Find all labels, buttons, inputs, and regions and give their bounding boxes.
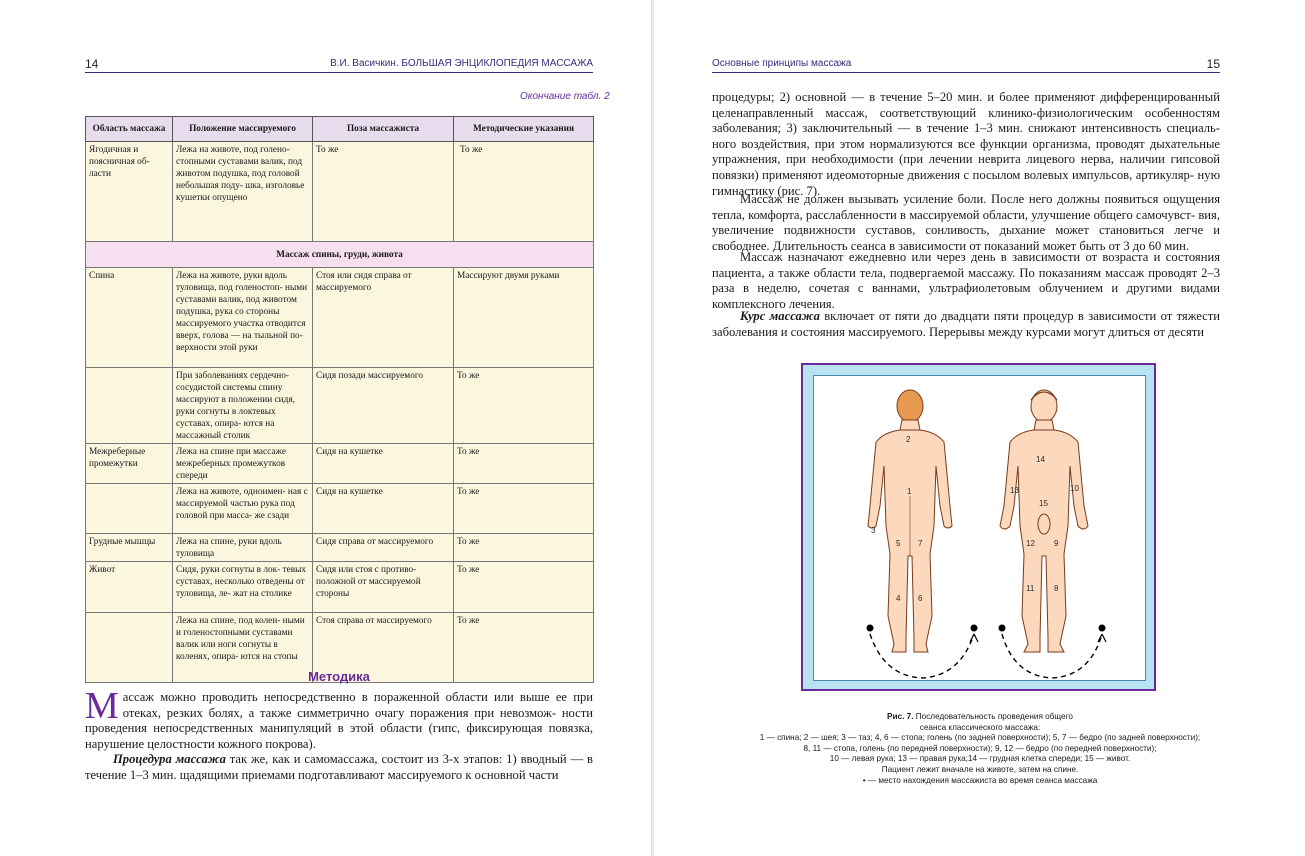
figure-label: 9	[1054, 539, 1059, 548]
massage-table	[85, 116, 594, 683]
paragraph-lead: Процедура массажа	[113, 752, 226, 766]
caption-line: • — место нахождения массажиста во время сеанса массажа	[862, 775, 1098, 785]
table-cell: То же	[454, 142, 594, 242]
table-header-row	[86, 117, 594, 142]
paragraph-text: ассаж можно проводить непосредственно в пораженной области или выше ее при отеках, резких болях, а также симметрично очагу поражения при невозмож- ности проведения непосредственных манипуляций в этой области (гипс, фиксирующая повязка, нарушение целостности кожного покрова).	[85, 690, 593, 751]
table-cell	[86, 484, 173, 534]
table-cell: Межреберные промежутки	[86, 444, 173, 484]
masseur-dot	[999, 625, 1005, 631]
figure-label: 13	[1010, 486, 1019, 495]
table-cell: Сидя справа от массируемого	[313, 534, 454, 562]
table-cell: Ягодичная и поясничная об- ласти	[86, 142, 173, 242]
figure-label: 14	[1036, 455, 1045, 464]
table-header-cell: Область массажа	[86, 117, 173, 142]
figure-label: 8	[1054, 584, 1059, 593]
back-head-hair	[897, 390, 923, 422]
table-cell: То же	[454, 562, 594, 613]
stages-paragraph: процедуры; 2) основной — в течение 5–20 мин. и более применяют дифференцированный целенаправленный массаж, соответствующий клинико-физиологическим особенностям заболевания; 3) заключительный — в течение 1–3 мин. снижают интенсивность специаль- ного воздействия, при этом нормализуются все функции организма, проводят дыхательные упражнения, при необходимости (при лечении неврита лицевого нерва, наличии гипсовой повязки) применяют идеомоторные движения с посылом волевых импульсов, артикуляр- ную гимнастику (рис. 7).	[712, 90, 1220, 198]
table-cell: То же	[454, 484, 594, 534]
table-row	[86, 268, 594, 368]
caption-line: 8, 11 — стопа, голень (по передней поверхности); 9, 12 — бедро (по передней поверхности);	[803, 743, 1157, 753]
table-row	[86, 562, 594, 613]
figure-label: 15	[1039, 499, 1048, 508]
table-section-row	[86, 242, 594, 268]
table-row	[86, 484, 594, 534]
method-paragraph	[85, 685, 593, 752]
table-cell: Грудные мышцы	[86, 534, 173, 562]
figure-label: 4	[896, 594, 901, 603]
paragraph-lead: Курс массажа	[740, 309, 820, 323]
table-cell	[86, 368, 173, 444]
table-cell: Спина	[86, 268, 173, 368]
front-view-figure	[1000, 390, 1088, 652]
figure-label: 2	[906, 435, 911, 444]
figure-label: 7	[918, 539, 923, 548]
masseur-dot	[971, 625, 977, 631]
table-cell: Сидя или стоя с противо- положной от массируемой стороны	[313, 562, 454, 613]
left-running-head: В.И. Васичкин. БОЛЬШАЯ ЭНЦИКЛОПЕДИЯ МАССАЖА	[330, 58, 593, 69]
table-cell: То же	[454, 534, 594, 562]
right-running-head: Основные принципы массажа	[712, 58, 852, 69]
course-paragraph	[712, 309, 1220, 340]
back-view-figure	[868, 390, 952, 652]
table-header-cell: Положение массируемого	[173, 117, 313, 142]
body-diagram	[814, 376, 1145, 680]
figure-label: 3	[871, 526, 876, 535]
figure-label: 11	[1026, 584, 1035, 593]
right-header-rule	[712, 72, 1220, 73]
effects-paragraph: Массаж не должен вызывать усиление боли. После него должны появиться ощущения тепла, комфорта, расслабленности в массируемой области, улучшение общего самочувст- вия, увеличение подвижности суставов, сонливость, дыхание может становиться легче и свободнее. Длительность сеанса в зависимости от показаний может быть от 3 до 60 мин.	[712, 192, 1220, 253]
table-cell: Стоя или сидя справа от массируемого	[313, 268, 454, 368]
table-row	[86, 534, 594, 562]
table-cell: Стоя справа от массируемого	[313, 613, 454, 683]
figure-label-bold: Рис. 7.	[887, 712, 914, 721]
table-header-cell: Поза массажиста	[313, 117, 454, 142]
arrow-head	[970, 634, 978, 642]
table-cell: Лежа на спине при массаже межреберных промежутков спереди	[173, 444, 313, 484]
right-page-number: 15	[1206, 57, 1220, 71]
figure-label: 12	[1026, 539, 1035, 548]
section-title: Методика	[308, 669, 370, 684]
table-cell: Лежа на спине, руки вдоль туловища	[173, 534, 313, 562]
table-cell: Лежа на животе, одноимен- ная с массируемой частью рука под головой при масса- же сзади	[173, 484, 313, 534]
back-neck	[900, 420, 920, 430]
front-neck	[1034, 420, 1054, 430]
table-cell: Массируют двумя руками	[454, 268, 594, 368]
masseur-dot	[867, 625, 873, 631]
table-row	[86, 444, 594, 484]
figure-frame	[801, 363, 1156, 691]
masseur-dot	[1099, 625, 1105, 631]
table-cell: При заболеваниях сердечно- сосудистой системы спину массируют в положении сидя, руки согнуты в локтевых суставах, опира- ются на массажный столик	[173, 368, 313, 444]
caption-line: 10 — левая рука; 13 — правая рука;14 — грудная клетка спереди; 15 — живот.	[829, 754, 1131, 764]
drop-cap: М	[85, 685, 119, 727]
table-cell: То же	[454, 444, 594, 484]
table-caption: Окончание табл. 2	[520, 91, 610, 102]
table-cell: Сидя, руки согнуты в лок- тевых суставах, несколько отведены от туловища, ле- жат на столике	[173, 562, 313, 613]
table-cell: То же	[313, 142, 454, 242]
front-groin	[1038, 514, 1050, 534]
table-cell: Сидя на кушетке	[313, 444, 454, 484]
figure-label: 6	[918, 594, 923, 603]
left-header-rule	[85, 72, 593, 73]
table-header-cell: Методические указания	[454, 117, 594, 142]
arrow-head	[1098, 634, 1106, 642]
caption-line: сеанса классического массажа:	[919, 722, 1041, 732]
table-cell: То же	[454, 368, 594, 444]
table-cell: Лежа на животе, под голено- стопными суставами валик, под животом подушка, под головой небольшая поду- шка, изголовье кушетки опущено	[173, 142, 313, 242]
caption-line: 1 — спина; 2 — шея; 3 — таз; 4, 6 — стопа; голень (по задней поверхности); 5, 7 — бедро (по задней поверхности);	[759, 733, 1201, 743]
left-page-number: 14	[85, 57, 99, 71]
table-row	[86, 368, 594, 444]
figure-label: 1	[907, 487, 912, 496]
table-section-title: Массаж спины, груди, живота	[86, 242, 594, 268]
figure-panel	[813, 375, 1146, 681]
paragraph-text: так же, как и самомассажа, состоит из 3-х этапов: 1) вводный — в течение 1–3 мин. щадящими приемами подготавливают массируемого к основной части	[85, 752, 593, 782]
table-cell: Сидя на кушетке	[313, 484, 454, 534]
table-cell: То же	[454, 613, 594, 683]
figure-label: 5	[896, 539, 901, 548]
schedule-paragraph: Массаж назначают ежедневно или через день в зависимости от возраста и состояния пациента, а также области тела, подвергаемой массажу. По показаниям массаж проводят 2–3 раза в неделю, сочетая с ваннами, ультрафиолетовым облучением и другими видами комплексного лечения.	[712, 250, 1220, 311]
paragraph-text: включает от пяти до двадцати пяти процедур в зависимости от тяжести заболевания и состояния массируемого. Перерывы между курсами могут длиться от десяти	[712, 309, 1220, 339]
figure-caption	[700, 712, 1260, 786]
table-cell: Лежа на спине, под колен- ными и голеностопными суставами валик или ноги согнуты в коленях, опира- ются на стопы	[173, 613, 313, 683]
procedure-paragraph	[85, 752, 593, 783]
caption-line: Последовательность проведения общего	[913, 712, 1073, 721]
figure-label: 10	[1070, 484, 1079, 493]
caption-line: Пациент лежит вначале на животе, затем на спине.	[881, 764, 1079, 774]
table-cell: Живот	[86, 562, 173, 613]
table-cell: Лежа на животе, руки вдоль туловища, под голеностоп- ными суставами валик, под животом подушка, рука со стороны массируемого участка отводится вверх, голова — на тыльной по- верхности этой руки	[173, 268, 313, 368]
table-cell: Сидя позади массируемого	[313, 368, 454, 444]
table-row	[86, 142, 594, 242]
